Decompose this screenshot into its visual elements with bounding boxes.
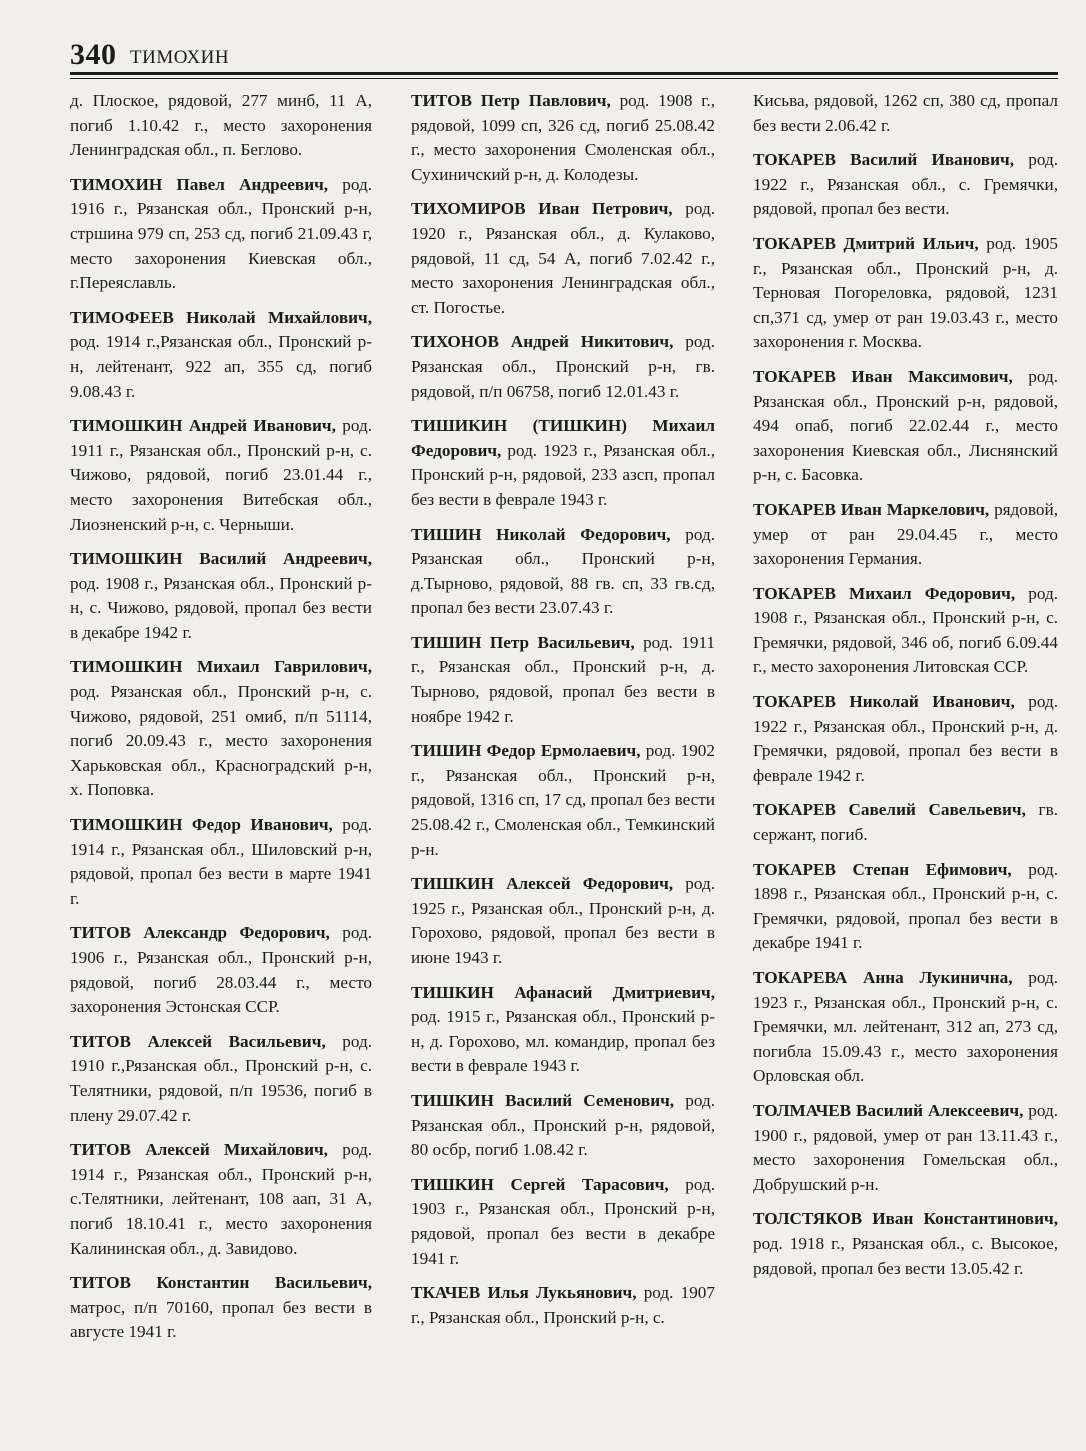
list-item: [411, 1089, 715, 1163]
list-item: [70, 547, 372, 645]
entry-name: ТИМОШКИН Андрей Иванович,: [70, 416, 336, 436]
entry-name: ТИШКИН Сергей Тарасович,: [411, 1174, 669, 1194]
entry-name: ТОКАРЕВ Николай Иванович,: [753, 692, 1015, 712]
list-item: [411, 414, 715, 512]
list-item: [753, 148, 1058, 222]
list-item: [411, 330, 715, 404]
list-item: [70, 1030, 372, 1128]
entry-name: ТОКАРЕВ Иван Максимович,: [753, 366, 1013, 386]
entry-name: ТОЛМАЧЕВ Василий Алексеевич,: [753, 1100, 1024, 1120]
entry-text: род. 1907 г., Рязанская обл., Пронский р-н, с.: [411, 1283, 715, 1327]
entry-name: ТИТОВ Константин Васильевич,: [70, 1273, 372, 1293]
list-item: [70, 655, 372, 803]
entry-name: ТИШИН Федор Ермолаевич,: [411, 741, 641, 761]
entry-text: род. 1908 г., рядовой, 1099 сп, 326 сд, погиб 25.08.42 г., место захоронения Смоленская обл., Сухиничский р-н, д. Колодезы.: [411, 91, 715, 184]
list-item: [753, 1099, 1058, 1197]
entry-text: род. 1922 г., Рязанская обл., с. Гремячки, рядовой, пропал без вести.: [753, 150, 1059, 219]
entry-text: матрос, п/п 70160, пропал без вести в августе 1941 г.: [70, 1297, 372, 1342]
entry-text: род. 1920 г., Рязанская обл., д. Кулаково, рядовой, 11 сд, 54 А, погиб 7.02.42 г., место захоронения Ленинградская обл., ст. Погостье.: [411, 199, 715, 317]
list-item: [411, 739, 715, 862]
entry-text: род. Рязанская обл., Пронский р-н, рядовой, 80 осбр, погиб 1.08.42 г.: [411, 1090, 716, 1160]
entry-name: ТИШИН Петр Васильевич,: [411, 632, 635, 652]
list-item: [753, 582, 1058, 680]
list-item: [411, 872, 715, 970]
entry-name: ТИТОВ Алексей Михайлович,: [70, 1140, 328, 1160]
entry-text: род. 1923 г., Рязанская обл., Пронский р-н, рядовой, 233 азсп, пропал без вести в феврале 1943 г.: [411, 440, 715, 509]
entry-name: ТОКАРЕВ Савелий Савельевич,: [753, 800, 1026, 820]
list-item: [411, 523, 715, 621]
list-item: [753, 232, 1058, 355]
entry-text: род. 1914 г., Рязанская обл., Шиловский р-н, рядовой, пропал без вести в марте 1941 г.: [70, 815, 372, 908]
entry-text: род. 1902 г., Рязанская обл., Пронский р-н, рядовой, 1316 сп, 17 сд, пропал без вести 25.08.42 г., Смоленская обл., Темкинский р-н.: [411, 741, 715, 859]
entry-text: род. 1911 г., Рязанская обл., Пронский р-н, с. Чижово, рядовой, погиб 23.01.44 г., место захоронения Витебская обл., Лиозненский р-н, с. Черныши.: [70, 416, 372, 534]
list-item: [70, 414, 372, 537]
entry-name: ТИТОВ Петр Павлович,: [411, 91, 611, 110]
entry-text: род. 1903 г., Рязанская обл., Пронский р-н, рядовой, пропал без вести в декабре 1941 г.: [411, 1174, 715, 1268]
list-item: [411, 1281, 715, 1330]
entry-text: род. 1900 г., рядовой, умер от ран 13.11.43 г., место захоронения Гомельская обл., Добрушский р-н.: [753, 1100, 1058, 1194]
entry-text: Кисьва, рядовой, 1262 сп, 380 сд, пропал без вести 2.06.42 г.: [753, 91, 1058, 135]
entry-text: род. 1905 г., Рязанская обл., Пронский р-н, д. Терновая Погореловка, рядовой, 1231 сп,371 сд, умер от ран 19.03.43 г., место захоронения г. Москва.: [753, 233, 1058, 352]
entry-text: род. 1918 г., Рязанская обл., с. Высокое, рядовой, пропал без вести 13.05.42 г.: [753, 1233, 1058, 1278]
entry-text: род. 1908 г., Рязанская обл., Пронский р-н, с. Гремячки, рядовой, 346 об, погиб 6.09.44 г., место захоронения Литовская ССР.: [753, 583, 1058, 677]
list-item: [411, 981, 715, 1079]
entry-name: ТИМОШКИН Василий Андреевич,: [70, 549, 372, 569]
entry-name: ТИШКИН Алексей Федорович,: [411, 874, 674, 894]
list-item: [70, 306, 372, 404]
page-number: 340: [70, 38, 117, 71]
entry-text: род. 1916 г., Рязанская обл., Пронский р-н, стршина 979 сп, 253 сд, погиб 21.09.43 г, место захоронения Киевская обл., г.Переяславль.: [70, 174, 372, 293]
entry-name: ТИМОШКИН Михаил Гаврилович,: [70, 657, 372, 677]
list-item: [753, 858, 1058, 956]
entry-text: род. 1915 г., Рязанская обл., Пронский р-н, д. Горохово, мл. командир, пропал без вести в феврале 1943 г.: [411, 1007, 715, 1076]
list-item: [70, 89, 372, 163]
entry-text: род. 1925 г., Рязанская обл., Пронский р-н, д. Горохово, рядовой, пропал без вести в июне 1943 г.: [411, 874, 715, 967]
list-item: [70, 813, 372, 911]
entry-name: ТИТОВ Александр Федорович,: [70, 923, 330, 943]
entry-text: род. 1914 г.,Рязанская обл., Пронский р-н, лейтенант, 922 ап, 355 сд, погиб 9.08.43 г.: [70, 332, 372, 401]
entry-name: ТОКАРЕВ Степан Ефимович,: [753, 859, 1012, 879]
header-rule-thin: [70, 78, 1058, 79]
entry-name: ТИМОШКИН Федор Иванович,: [70, 815, 333, 835]
list-item: [70, 1138, 372, 1261]
list-item: [753, 89, 1058, 138]
entry-text: род. Рязанская обл., Пронский р-н, гв. рядовой, п/п 06758, погиб 12.01.43 г.: [411, 332, 715, 401]
list-item: [411, 197, 715, 320]
entry-name: ТИШКИН Афанасий Дмитриевич,: [411, 982, 715, 1002]
column-2: [411, 89, 715, 1340]
entry-text: гв. сержант, погиб.: [753, 800, 1058, 845]
entry-text: род. 1914 г., Рязанская обл., Пронский р-н, с.Телятники, лейтенант, 108 аап, 31 А, погиб 18.10.41 г., место захоронения Калининская обл., д. Завидово.: [70, 1140, 373, 1258]
list-item: [753, 966, 1058, 1089]
list-item: [411, 1173, 715, 1271]
entry-text: род. 1923 г., Рязанская обл., Пронский р-н, с. Гремячки, мл. лейтенант, 312 ап, 273 сд, погибла 15.09.43 г., место захоронения Орловская обл.: [753, 968, 1058, 1086]
list-item: [70, 1271, 372, 1345]
entry-text: род. 1898 г., Рязанская обл., Пронский р-н, с. Гремячки, рядовой, пропал без вести в декабре 1941 г.: [753, 859, 1058, 953]
entry-text: род. 1911 г., Рязанская обл., Пронский р-н, д. Тырново, рядовой, пропал без вести в ноябре 1942 г.: [411, 632, 715, 726]
column-3: [753, 89, 1058, 1291]
entry-name: ТОКАРЕВ Дмитрий Ильич,: [753, 233, 979, 253]
entry-name: ТИТОВ Алексей Васильевич,: [70, 1031, 326, 1051]
entry-name: ТОКАРЕВ Василий Иванович,: [753, 150, 1014, 170]
list-item: [753, 690, 1058, 788]
entry-text: род. Рязанская обл., Пронский р-н, рядовой, 494 опаб, погиб 22.02.44 г., место захоронения Киевская обл., Лиснянский р-н, с. Басовка.: [753, 366, 1059, 485]
running-head: ТИМОХИН: [130, 47, 230, 68]
entry-name: ТОКАРЕВ Иван Маркелович,: [753, 499, 990, 519]
entry-name: ТИХОНОВ Андрей Никитович,: [411, 332, 674, 352]
header-rule-thick: [70, 72, 1058, 75]
entry-text: д. Плоское, рядовой, 277 минб, 11 А, погиб 1.10.42 г., место захоронения Ленинградская обл., п. Беглово.: [70, 91, 372, 160]
page-header: [70, 36, 1060, 72]
list-item: [753, 798, 1058, 847]
list-item: [70, 173, 372, 296]
entry-name: ТКАЧЕВ Илья Лукьянович,: [411, 1283, 637, 1303]
entry-text: род. 1908 г., Рязанская обл., Пронский р-н, с. Чижово, рядовой, пропал без вести в декабре 1942 г.: [70, 573, 372, 642]
list-item: [753, 365, 1058, 488]
entry-name: ТИМОХИН Павел Андреевич,: [70, 174, 329, 194]
entry-name: ТИХОМИРОВ Иван Петрович,: [411, 199, 673, 219]
column-1: [70, 89, 372, 1355]
entry-name: ТОКАРЕВ Михаил Федорович,: [753, 583, 1016, 603]
list-item: [411, 631, 715, 729]
entry-name: ТИШИКИН (ТИШКИН) Михаил Федорович,: [411, 416, 715, 460]
entry-text: род. Рязанская обл., Пронский р-н, с. Чижово, рядовой, 251 омиб, п/п 51114, погиб 20.09.43 г., место захоронения Харьковская обл., Красноградский р-н, х. Поповка.: [70, 682, 372, 800]
list-item: [70, 921, 372, 1019]
entry-name: ТИМОФЕЕВ Николай Михайлович,: [70, 307, 372, 327]
entry-name: ТИШКИН Василий Семенович,: [411, 1090, 675, 1110]
entry-text: род. Рязанская обл., Пронский р-н, д.Тырново, рядовой, 88 гв. сп, 33 гв.сд, пропал без вести 23.07.43 г.: [411, 524, 715, 618]
list-item: [411, 89, 715, 187]
entry-text: род. 1922 г., Рязанская обл., Пронский р-н, д. Гремячки, рядовой, пропал без вести в феврале 1942 г.: [753, 692, 1058, 785]
entry-text: рядовой, умер от ран 29.04.45 г., место захоронения Германия.: [753, 499, 1058, 569]
entry-name: ТИШИН Николай Федорович,: [411, 524, 671, 544]
list-item: [753, 498, 1058, 572]
entry-text: род. 1906 г., Рязанская обл., Пронский р-н, рядовой, погиб 28.03.44 г., место захоронения Эстонская ССР.: [70, 923, 372, 1017]
entry-text: род. 1910 г.,Рязанская обл., Пронский р-н, с. Телятники, рядовой, п/п 19536, погиб в плену 29.07.42 г.: [70, 1031, 373, 1125]
entry-name: ТОЛСТЯКОВ Иван Константинович,: [753, 1209, 1058, 1229]
list-item: [753, 1207, 1058, 1281]
entry-name: ТОКАРЕВА Анна Лукинична,: [753, 968, 1013, 987]
